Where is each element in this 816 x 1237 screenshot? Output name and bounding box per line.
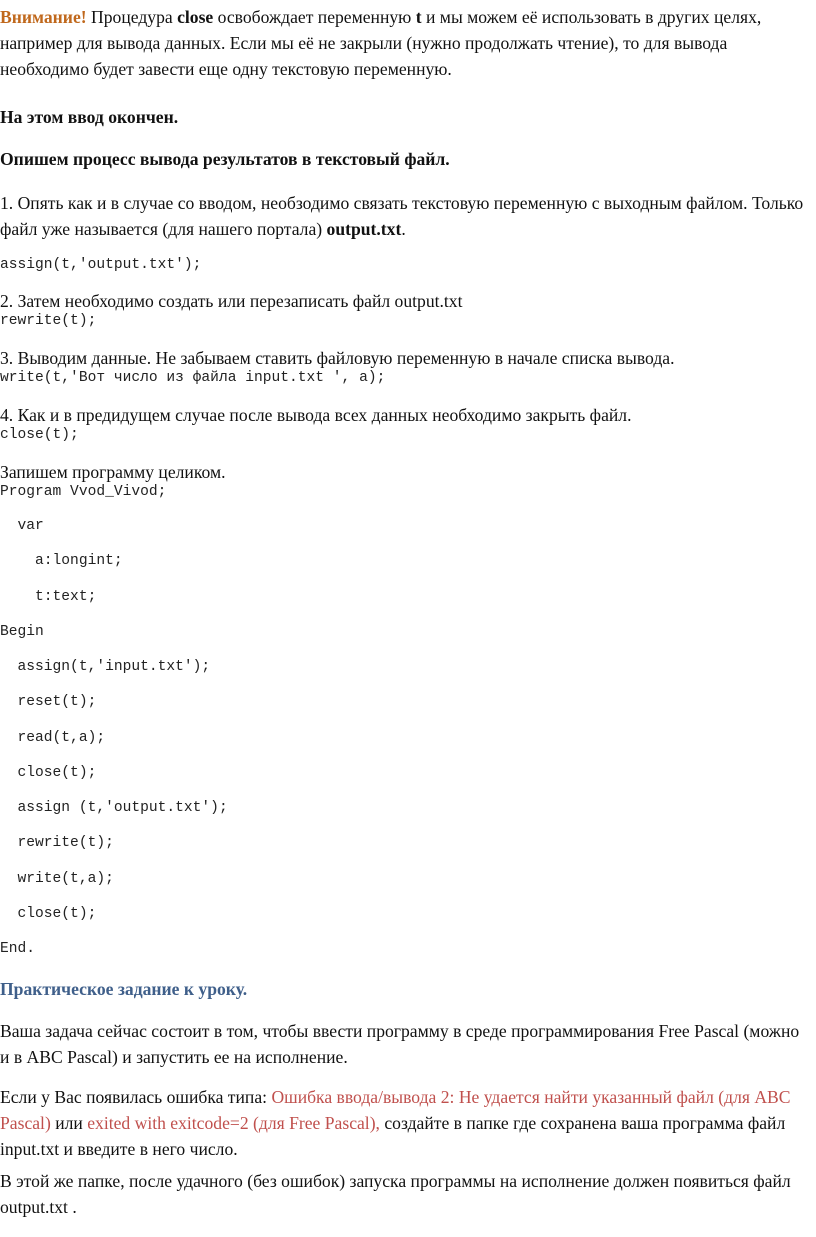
program-line: t:text; <box>0 589 97 605</box>
text-run: . <box>401 219 406 239</box>
code-assign-output: assign(t,'output.txt'); <box>0 257 202 273</box>
program-line: close(t); <box>0 906 97 922</box>
text-run: или <box>50 1113 88 1133</box>
output-heading: Опишем процесс вывода результатов в текстовый файл. <box>0 149 450 169</box>
text-run: и мы можем её использовать в других целях, например для вывода данных. Если мы её не закрыли (нужно продолжать чтение), то для вывода необходимо будет завести еще одну текстовую переменную. <box>0 7 762 79</box>
program-line: close(t); <box>0 765 97 781</box>
text-run: освобождает переменную <box>213 7 416 27</box>
text-run: Если у Вас появилась ошибка типа: <box>0 1087 272 1107</box>
code-write: write(t,'Вот число из файла input.txt ', a); <box>0 370 386 386</box>
program-line: reset(t); <box>0 694 97 710</box>
filename-output: output.txt <box>326 219 402 239</box>
warning-label: Внимание! <box>0 7 87 27</box>
step4-paragraph: 4. Как и в предидущем случае после вывода всех данных необходимо закрыть файл. <box>0 405 632 425</box>
text-run: 1. Опять как и в случае со вводом, необзодимо связать текстовую переменную с выходным файлом. Только файл уже называется (для нашего портала) <box>0 193 804 239</box>
program-line: Begin <box>0 624 44 640</box>
task-paragraph: Ваша задача сейчас состоит в том, чтобы ввести программу в среде программирования Free Pascal (можно и в ABC Pascal) и запустить ее на исполнение. <box>0 1021 800 1067</box>
code-rewrite: rewrite(t); <box>0 313 97 329</box>
text-run: создайте в папке где сохранена ваша программа файл input.txt и введите в него число. <box>0 1113 786 1159</box>
error-message-fpc: exited with exitcode=2 (для Free Pascal), <box>87 1113 380 1133</box>
text-run: Процедура <box>86 7 178 27</box>
warning-paragraph <box>0 4 812 82</box>
step2-paragraph: 2. Затем необходимо создать или перезаписать файл output.txt <box>0 291 463 311</box>
step3-paragraph: 3. Выводим данные. Не забываем ставить файловую переменную в начале списка вывода. <box>0 348 675 368</box>
keyword-t: t <box>415 7 422 27</box>
step1-paragraph <box>0 190 812 242</box>
program-line: var <box>0 518 44 534</box>
program-line: assign (t,'output.txt'); <box>0 800 228 816</box>
input-done-heading: На этом ввод окончен. <box>0 107 179 127</box>
final-paragraph: В этой же папке, после удачного (без ошибок) запуска программы на исполнение должен появиться файл output.txt . <box>0 1171 791 1217</box>
keyword-close: close <box>177 7 214 27</box>
program-line: a:longint; <box>0 553 123 569</box>
program-line: read(t,a); <box>0 730 106 746</box>
program-line: assign(t,'input.txt'); <box>0 659 211 675</box>
program-line: Program Vvod_Vivod; <box>0 484 167 500</box>
program-intro: Запишем программу целиком. <box>0 462 226 482</box>
code-close: close(t); <box>0 427 79 443</box>
program-line: End. <box>0 941 36 957</box>
error-message-abc: Ошибка ввода/вывода 2: Не удается найти указанный файл (для ABC Pascal) <box>0 1087 791 1133</box>
error-paragraph <box>0 1084 812 1162</box>
program-line: write(t,a); <box>0 871 114 887</box>
practice-heading: Практическое задание к уроку. <box>0 979 248 999</box>
program-line: rewrite(t); <box>0 835 114 851</box>
